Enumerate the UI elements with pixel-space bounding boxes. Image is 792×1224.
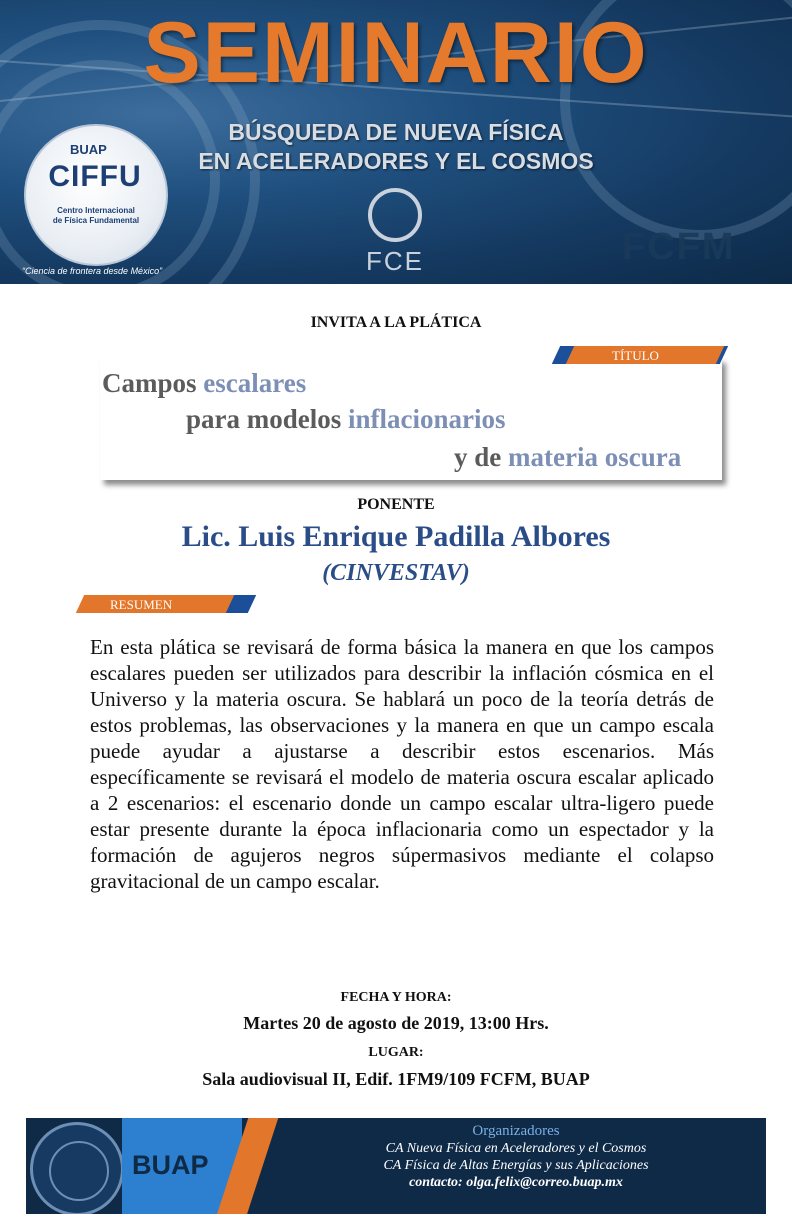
fce-logo-text: FCE <box>366 246 424 276</box>
ciffu-buap-text: BUAP <box>70 142 107 157</box>
title-text: y de <box>454 442 508 472</box>
titulo-tag-label: TÍTULO <box>612 348 659 363</box>
ciffu-logo <box>24 124 168 266</box>
organizer-line-1: CA Nueva Física en Aceleradores y el Cosmos <box>385 1141 647 1156</box>
titulo-tag <box>556 346 724 364</box>
university-seal-icon <box>30 1122 124 1214</box>
title-highlight: materia oscura <box>508 442 682 472</box>
ponente-label: PONENTE <box>357 496 435 513</box>
lugar-value: Sala audiovisual II, Edif. 1FM9/109 FCFM, BUAP <box>202 1069 590 1089</box>
title-highlight: escalares <box>203 368 307 398</box>
organizers-heading: Organizadores <box>472 1123 560 1139</box>
talk-title-line-1 <box>102 366 306 400</box>
fcfm-logo: FCFM <box>622 226 736 268</box>
title-highlight: inflacionarios <box>348 404 506 434</box>
ciffu-motto: “Ciencia de frontera desde México” <box>22 266 163 276</box>
ciffu-wordmark: CIFFU <box>48 160 142 193</box>
lugar-label: LUGAR: <box>368 1045 424 1060</box>
invita-heading: INVITA A LA PLÁTICA <box>310 314 482 331</box>
ciffu-fullname <box>40 206 152 226</box>
fecha-value: Martes 20 de agosto de 2019, 13:00 Hrs. <box>243 1013 549 1033</box>
buap-logo-text: BUAP <box>132 1150 209 1180</box>
organizer-line-2: CA Física de Altas Energías y sus Aplicaciones <box>383 1158 649 1173</box>
resumen-tag <box>80 595 248 613</box>
ciffu-fullname-line-2: de Física Fundamental <box>52 216 140 225</box>
fce-logo <box>360 188 430 278</box>
seal-inner-ring <box>49 1141 109 1201</box>
seminar-title: SEMINARIO <box>143 5 649 101</box>
subtitle-line-2: EN ACELERADORES Y EL COSMOS <box>198 148 594 174</box>
organizers-block <box>266 1122 766 1192</box>
resumen-tag-label: RESUMEN <box>110 597 173 612</box>
fecha-label: FECHA Y HORA: <box>340 990 452 1005</box>
fce-emblem-icon <box>368 188 422 242</box>
footer-banner <box>26 1118 766 1214</box>
speaker-institution: (CINVESTAV) <box>322 560 470 586</box>
header-banner <box>0 0 792 284</box>
contact-email: contacto: olga.felix@correo.buap.mx <box>409 1175 623 1190</box>
abstract-text: En esta plática se revisará de forma básica la manera en que los campos escalares pueden ser utilizados para describir la inflación cósmica en el Universo y la materia oscura. Se hablará un poco de la teoría detrás de estos problemas, las observaciones y la manera en que un campo escala puede ayudar a ajustarse a describir estos escenarios. Más específicamente se revisará el modelo de materia oscura escalar aplicado a 2 escenarios: el escenario donde un campo escalar ultra-ligero puede estar presente durante la época inflacionaria como un espectador y la formación de agujeros negros súpermasivos mediante el colapso gravitacional de un campo escalar. <box>90 635 714 893</box>
talk-title-line-3 <box>454 440 681 474</box>
title-text: para modelos <box>186 404 348 434</box>
speaker-name: Lic. Luis Enrique Padilla Albores <box>181 520 611 553</box>
title-text: Campos <box>102 368 204 398</box>
ciffu-fullname-line-1: Centro Internacional <box>57 206 135 215</box>
talk-title-line-2 <box>186 402 506 436</box>
subtitle-line-1: BÚSQUEDA DE NUEVA FÍSICA <box>228 119 564 145</box>
